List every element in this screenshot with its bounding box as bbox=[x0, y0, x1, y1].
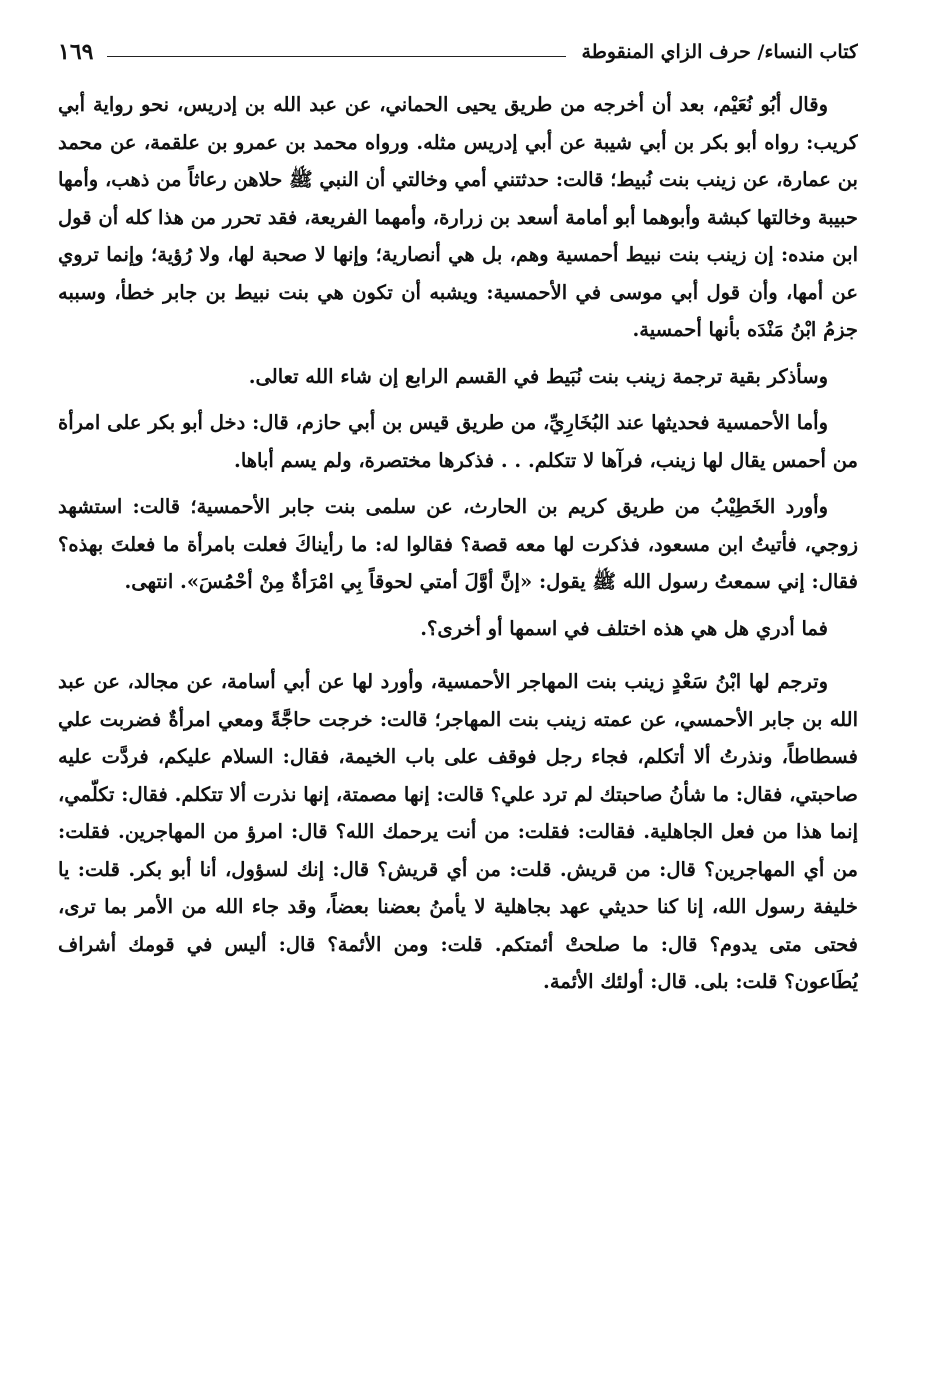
running-title: كتاب النساء/ حرف الزاي المنقوطة bbox=[581, 41, 858, 63]
paragraph-4: وأورد الخَطِيْبُ من طريق كريم بن الحارث، عن سلمى بنت جابر الأحمسية؛ قالت: استشهد زوجي، فأتيتُ ابن مسعود، فذكرت لها معه قصة؟ فقالوا له: ما رأيناكَ فعلت بامرأة ما فعلتَ بهذه؟ فقال: إني سمعتُ رسول الله ﷺ يقول: «إنَّ أوَّلَ أمتي لحوقاً بِي امْرَأةٌ مِنْ أحْمُسَ». انتهى. bbox=[58, 495, 858, 593]
paragraph-2: وسأذكر بقية ترجمة زينب بنت نُبَيط في القسم الرابع إن شاء الله تعالى. bbox=[248, 364, 828, 388]
page-number: ١٦٩ bbox=[58, 39, 94, 65]
paragraph-1: وقال أبُو نُعَيْم، بعد أن أخرجه من طريق يحيى الحماني، عن عبد الله بن إدريس، نحو رواية أبي كريب: رواه أبو بكر بن أبي شيبة عن أبي إدريس مثله. ورواه محمد بن عمرو بن علقمة، عن محمد بن عمارة، عن زينب بنت نُبيط؛ قالت: حدثتني أمي وخالتي أن النبي ﷺ حلاهن رعاثاً من ذهب، وأمها حبيبة وخالتها كبشة وأبوهما أبو أمامة أسعد بن زرارة، وأمهما الفريعة، فقد تحرر من هذا كله أن قول ابن منده: إن زينب بنت نبيط أحمسية وهم، بل هي أنصارية؛ وإنها لا صحبة لها، ولا رُؤية؛ وإنما تروي عن أمها، وأن قول أبي موسى في الأحمسية: ويشبه أن تكون هي بنت نبيط بن جابر خطأ، وسببه جزمُ ابْنُ مَنْدَه بأنها أحمسية. bbox=[58, 93, 858, 341]
page-body bbox=[58, 86, 858, 1001]
book-page bbox=[58, 30, 858, 1360]
paragraph-3: وأما الأحمسية فحديثها عند البُخَارِيِّ، من طريق قيس بن أبي حازم، قال: دخل أبو بكر على امرأة من أحمس يقال لها زينب، فرآها لا تتكلم. . . فذكرها مختصرة، ولم يسم أباها. bbox=[58, 411, 858, 472]
paragraph-5: فما أدري هل هي هذه اختلف في اسمها أو أخرى؟. bbox=[420, 616, 828, 640]
header-rule bbox=[107, 56, 565, 57]
page-header bbox=[58, 30, 858, 74]
paragraph-6: وترجم لها ابْنُ سَعْدٍ زينب بنت المهاجر الأحمسية، وأورد لها عن أبي أسامة، عن مجالد، عن عبد الله بن جابر الأحمسي، عن عمته زينب بنت المهاجر؛ قالت: خرجت حاجَّةً ومعي امرأةٌ فضربت علي فسطاطاً، ونذرتُ ألا أتكلم، فجاء رجل فوقف على باب الخيمة، فقال: السلام عليكم، فردَّت عليه صاحبتي، فقال: ما شأنُ صاحبتك لم ترد علي؟ قالت: إنها مصمتة، إنها نذرت ألا تتكلم. فقال: تكلّمي، إنما هذا من فعل الجاهلية. فقالت: فقلت: من أنت يرحمك الله؟ قال: امرؤ من المهاجرين. فقلت: من أي المهاجرين؟ قال: من قريش. قلت: من أي قريش؟ قال: إنك لسؤول، أنا أبو بكر. قلت: يا خليفة رسول الله، إنا كنا حديثي عهد بجاهلية لا يأمنُ بعضنا بعضاً، وقد جاء الله من الأمر بما ترى، فحتى متى يدوم؟ قال: ما صلحتْ أئمتكم. قلت: ومن الأئمة؟ قال: أليس في قومك أشراف يُطَاعون؟ قلت: بلى. قال: أولئك الأئمة. bbox=[58, 670, 858, 993]
